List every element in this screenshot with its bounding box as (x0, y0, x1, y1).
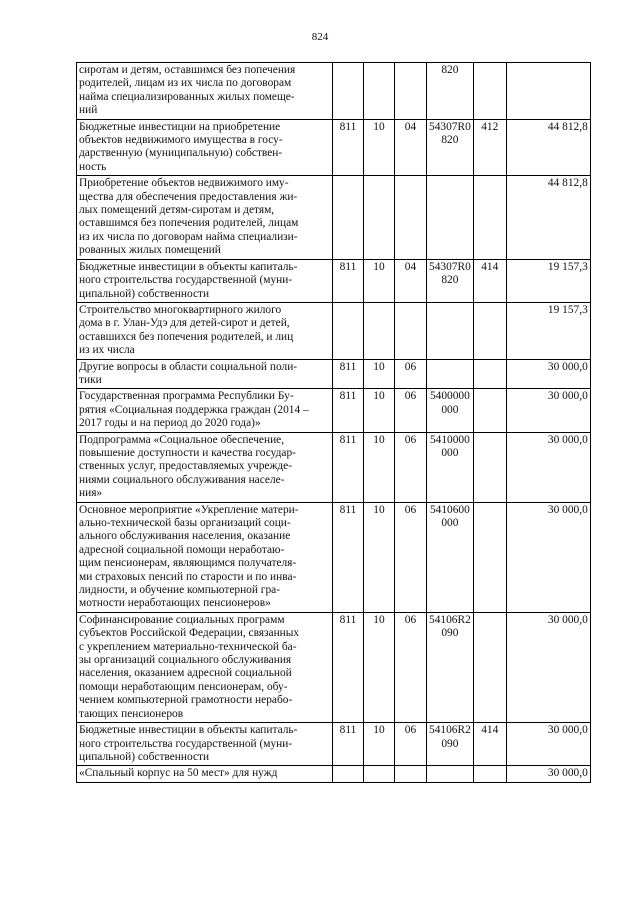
amount: 44 812,8 (506, 176, 590, 259)
description-line: оставшимся без попечения родителей, лицам (79, 217, 299, 230)
ministry-code (333, 176, 364, 259)
section-code: 10 (364, 389, 395, 432)
row-description (77, 119, 333, 176)
description-line: Бюджетные инвестиции в объекты капиталь- (79, 724, 298, 737)
description-line: населения, оказанием адресной социальной (79, 667, 292, 680)
ministry-code: 811 (333, 359, 364, 389)
target-article-code (427, 259, 474, 302)
description-line: повышение доступности и качества государ- (79, 446, 296, 459)
description-line: ного строительства государственной (муни- (79, 274, 293, 287)
description-line: ния» (79, 487, 103, 500)
expense-type-code: 414 (473, 259, 506, 302)
table-row (77, 612, 591, 722)
table-row (77, 502, 591, 612)
amount: 30 000,0 (506, 723, 590, 766)
section-code: 10 (364, 359, 395, 389)
description-line: найма специализированных жилых помеще- (79, 90, 295, 103)
description-line: ность (79, 160, 107, 173)
subsection-code (395, 302, 427, 359)
description-line: Строительство многоквартирного жилого (79, 303, 282, 316)
target-article-code (427, 502, 474, 612)
description-line: щим пенсионерам, являющимся получателя- (79, 557, 297, 570)
expense-type-code: 414 (473, 723, 506, 766)
row-description (77, 63, 333, 120)
table-row (77, 302, 591, 359)
subsection-code: 06 (395, 612, 427, 722)
subsection-code (395, 176, 427, 259)
target-article-code (427, 432, 474, 502)
section-code: 10 (364, 119, 395, 176)
description-line: адресной социальной помощи неработаю- (79, 543, 285, 556)
description-line: ственных услуг, предоставляемых учрежде- (79, 460, 293, 473)
description-line: ципальной) собственности (79, 287, 210, 300)
target-article-line: 000 (441, 517, 459, 529)
description-line: тики (79, 373, 102, 386)
ministry-code: 811 (333, 259, 364, 302)
description-line: ного строительства государственной (муни- (79, 737, 293, 750)
row-description (77, 723, 333, 766)
description-line: из их числа по договорам найма специализи- (79, 230, 298, 243)
target-article-line: 000 (441, 403, 459, 416)
description-line: оставшихся без попечения родителей, и лиц (79, 330, 294, 343)
ministry-code (333, 766, 364, 782)
description-line: тающих пенсионеров (79, 707, 184, 720)
description-line: Государственная программа Республики Бу- (79, 390, 294, 403)
expense-type-code (473, 389, 506, 432)
subsection-code: 06 (395, 389, 427, 432)
section-code (364, 63, 395, 120)
description-line: субъектов Российской Федерации, связанных (79, 627, 300, 640)
target-article-code (427, 723, 474, 766)
expense-type-code (473, 502, 506, 612)
subsection-code: 06 (395, 432, 427, 502)
ministry-code (333, 302, 364, 359)
description-line: рованных жилых помещений (79, 244, 221, 257)
description-line: 2017 годы и на период до 2020 года)» (79, 417, 261, 430)
row-description (77, 766, 333, 782)
ministry-code: 811 (333, 502, 364, 612)
table-row (77, 359, 591, 389)
description-line: помощи неработающим пенсионерам, обу- (79, 680, 288, 693)
description-line: ниями социального обслуживания населе- (79, 473, 285, 486)
description-line: дарственную (муниципальную) собствен- (79, 147, 283, 160)
description-line: ми страховых пенсий по старости и по инва- (79, 570, 297, 583)
amount (506, 63, 590, 120)
row-description (77, 176, 333, 259)
amount: 19 157,3 (506, 259, 590, 302)
target-article-line: 820 (441, 64, 459, 76)
section-code: 10 (364, 259, 395, 302)
target-article-code (427, 176, 474, 259)
description-line: рятия «Социальная поддержка граждан (2014 – (79, 403, 309, 416)
section-code: 10 (364, 612, 395, 722)
target-article-code (427, 389, 474, 432)
budget-table (76, 62, 591, 783)
row-description (77, 612, 333, 722)
target-article-line: 5410000 (429, 433, 470, 446)
description-line: сиротам и детям, оставшимся без попечения (79, 64, 296, 76)
table-row (77, 119, 591, 176)
amount: 30 000,0 (506, 766, 590, 782)
budget-table-body (77, 63, 591, 783)
ministry-code: 811 (333, 119, 364, 176)
target-article-code (427, 766, 474, 782)
expense-type-code (473, 359, 506, 389)
subsection-code: 06 (395, 359, 427, 389)
subsection-code (395, 63, 427, 120)
row-description (77, 389, 333, 432)
row-description (77, 432, 333, 502)
description-line: «Спальный корпус на 50 мест» для нужд (79, 767, 278, 780)
target-article-code (427, 119, 474, 176)
description-line: объектов недвижимого имущества в госу- (79, 134, 283, 147)
description-line: Бюджетные инвестиции в объекты капиталь- (79, 260, 298, 273)
target-article-line: 000 (441, 446, 459, 459)
section-code: 10 (364, 502, 395, 612)
table-row (77, 432, 591, 502)
ministry-code: 811 (333, 432, 364, 502)
expense-type-code (473, 612, 506, 722)
section-code: 10 (364, 432, 395, 502)
target-article-code (427, 612, 474, 722)
table-row (77, 259, 591, 302)
description-line: Подпрограмма «Социальное обеспечение, (79, 433, 285, 446)
section-code (364, 766, 395, 782)
target-article-line: 820 (441, 134, 459, 147)
target-article-line: 090 (441, 737, 459, 750)
subsection-code: 06 (395, 723, 427, 766)
target-article-line: 090 (441, 627, 459, 640)
description-line: лых помещений детям-сиротам и детям, (79, 204, 275, 217)
target-article-line: 54307R0 (429, 260, 471, 273)
target-article-code (427, 302, 474, 359)
expense-type-code (473, 766, 506, 782)
target-article-line: 820 (441, 274, 459, 287)
amount: 30 000,0 (506, 502, 590, 612)
target-article-line: 54307R0 (429, 120, 471, 133)
description-line: Бюджетные инвестиции на приобретение (79, 120, 281, 133)
target-article-code (427, 359, 474, 389)
description-line: Другие вопросы в области социальной поли- (79, 360, 298, 373)
target-article-line: 5410600 (429, 503, 470, 516)
description-line: из их числа (79, 344, 135, 357)
subsection-code (395, 766, 427, 782)
expense-type-code (473, 176, 506, 259)
description-line: Приобретение объектов недвижимого иму- (79, 177, 289, 190)
amount: 19 157,3 (506, 302, 590, 359)
expense-type-code (473, 63, 506, 120)
description-line: зы организаций социального обслуживания (79, 654, 292, 667)
section-code: 10 (364, 723, 395, 766)
description-line: чением компьютерной грамотности нерабо- (79, 694, 293, 707)
row-description (77, 502, 333, 612)
description-line: дома в г. Улан-Удэ для детей-сирот и детей, (79, 317, 290, 330)
row-description (77, 259, 333, 302)
description-line: мотности неработающих пенсионеров» (79, 597, 271, 610)
subsection-code: 06 (395, 502, 427, 612)
amount: 44 812,8 (506, 119, 590, 176)
ministry-code: 811 (333, 612, 364, 722)
expense-type-code: 412 (473, 119, 506, 176)
description-line: щества для обеспечения предоставления жи- (79, 190, 298, 203)
table-row (77, 723, 591, 766)
table-row (77, 63, 591, 120)
page-number: 824 (311, 31, 329, 43)
section-code (364, 176, 395, 259)
description-line: ального обслуживания населения, оказание (79, 530, 291, 543)
table-row (77, 176, 591, 259)
target-article-line: 54106R2 (429, 613, 471, 626)
row-description (77, 359, 333, 389)
target-article-code (427, 63, 474, 120)
description-line: ципальной) собственности (79, 750, 210, 763)
ministry-code (333, 63, 364, 120)
table-row (77, 766, 591, 782)
target-article-line: 5400000 (429, 390, 470, 403)
row-description (77, 302, 333, 359)
description-line: с укреплением материально-технической ба- (79, 640, 297, 653)
subsection-code: 04 (395, 259, 427, 302)
description-line: ний (79, 104, 98, 117)
section-code (364, 302, 395, 359)
description-line: Основное мероприятие «Укрепление матери- (79, 503, 299, 516)
description-line: ально-технической базы организаций соци- (79, 517, 291, 529)
amount: 30 000,0 (506, 389, 590, 432)
target-article-line: 54106R2 (429, 724, 471, 737)
amount: 30 000,0 (506, 432, 590, 502)
ministry-code: 811 (333, 723, 364, 766)
description-line: лидности, и обучение компьютерной гра- (79, 584, 281, 597)
expense-type-code (473, 302, 506, 359)
subsection-code: 04 (395, 119, 427, 176)
table-row (77, 389, 591, 432)
amount: 30 000,0 (506, 359, 590, 389)
expense-type-code (473, 432, 506, 502)
description-line: родителей, лицам из их числа по договорам (79, 77, 292, 90)
amount: 30 000,0 (506, 612, 590, 722)
ministry-code: 811 (333, 389, 364, 432)
description-line: Софинансирование социальных программ (79, 613, 285, 626)
